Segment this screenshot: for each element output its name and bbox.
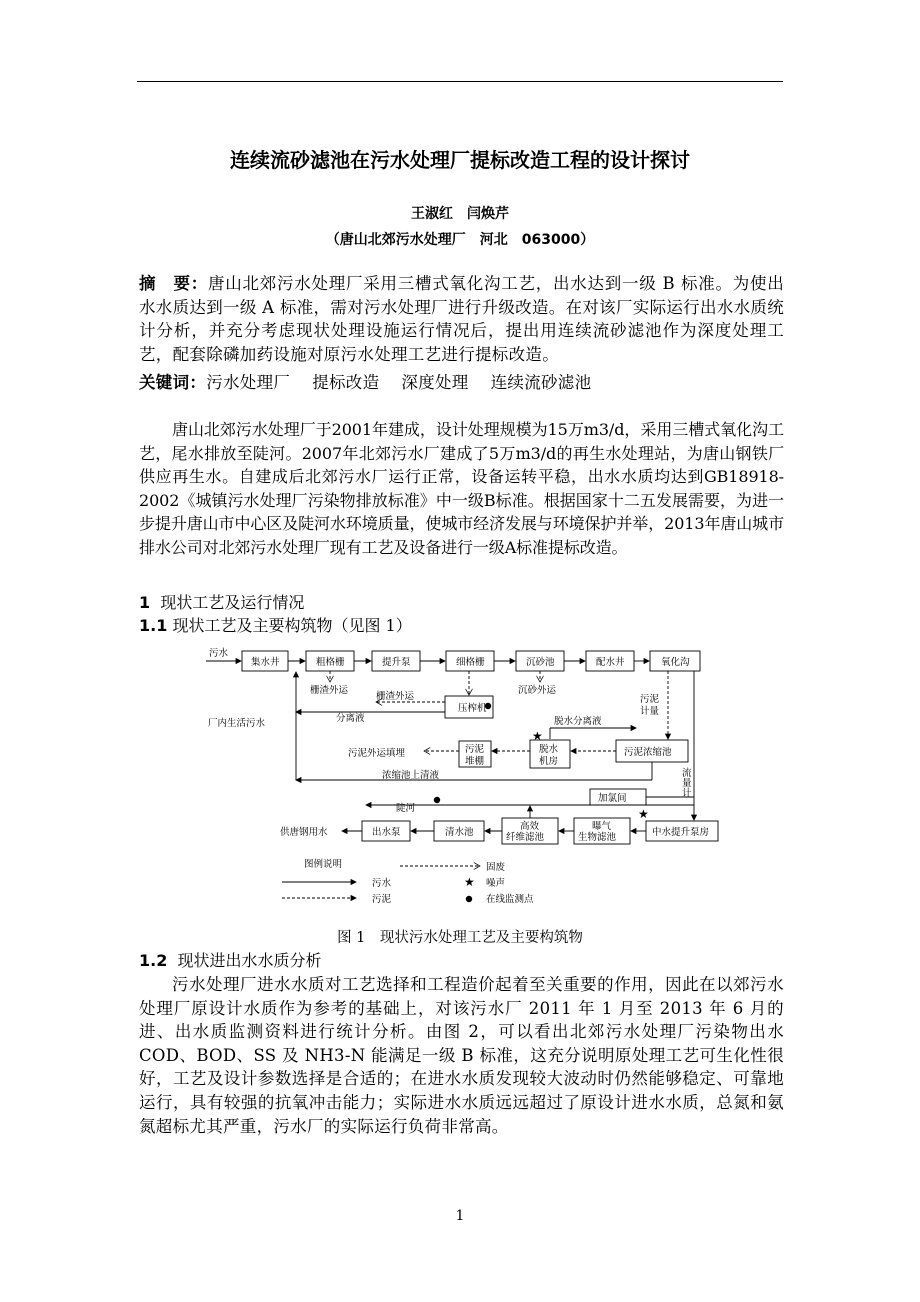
noise-star: ★ [532, 729, 543, 743]
section-1-2-paragraph: 污水处理厂进水水质对工艺选择和工程造价起着至关重要的作用，因此在以郊污水处理厂原设计水质作为参考的基础上，对该污水厂 2011 年 1 月至 2013 年 6 月的进、出水质监测资料进行统计分析。由图 2，可以看出北郊污水处理厂污染物出水 COD、BOD、SS 及 NH3-N 能满足一级 B 标准，这充分说明原处理工艺可生化性很好，工艺及设计参数选择是合适的；在进水水质发现较大波动时仍然能够稳定、可靠地运行，具有较强的抗氧冲击能力；实际进水水质远远超过了原设计进水水质，总氮和氨氮超标尤其严重，污水厂的实际运行负荷非常高。 [139, 975, 784, 1136]
text-collect-well: 集水井 [251, 657, 280, 668]
label-sludge-meter-1: 污泥 [640, 694, 660, 705]
section-number: 1.1 [139, 616, 168, 635]
label-douhe: 陡河 [396, 803, 416, 814]
legend-sludge: 污泥 [372, 894, 392, 905]
text-thickener: 污泥浓缩池 [624, 747, 672, 758]
label-sludge-landfill: 污泥外运填埋 [348, 748, 406, 759]
legend-solid-waste: 固废 [486, 862, 506, 873]
label-thick-supernatant: 浓缩池上清液 [382, 770, 440, 781]
abstract-text: 唐山北郊污水处理厂采用三槽式氧化沟工艺，出水达到一级 B 标准。为使出水水质达到一级 A 标准，需对污水处理厂进行升级改造。在对该厂实际运行出水水质统计分析，并充分考虑现状处理设施运行情况后，提出用连续流砂滤池作为深度处理工艺，配套除磷加药设施对原污水处理工艺进行提标改造。 [139, 274, 784, 364]
intro-paragraph: 唐山北郊污水处理厂于2001年建成，设计处理规模为15万m3/d，采用三槽式氧化沟工艺，尾水排放至陡河。2007年北郊污水厂建成了5万m3/d的再生水处理站，为唐山钢铁厂供应再生水。自建成后北郊污水厂运行正常，设备运转平稳，出水水质均达到GB18918-2002《城镇污水处理厂污染物排放标准》中一级B标准。根据国家十二五发展需要，为进一步提升唐山市中心区及陡河水环境质量，使城市经济发展与环境保护并举，2013年唐山城市排水公司对北郊污水处理厂现有工艺及设备进行一级A标准提标改造。 [139, 420, 784, 557]
text-baf-1: 曝气 [592, 821, 612, 832]
section-title: 现状进出水水质分析 [177, 951, 322, 970]
label-screen-out-2: 栅渣外运 [376, 691, 415, 702]
label-steel-supply: 供唐钢用水 [280, 827, 328, 838]
keywords [139, 371, 784, 395]
text-shed-2: 堆棚 [465, 756, 485, 767]
abstract [139, 272, 784, 366]
label-flow-meter-1: 流 [682, 768, 692, 779]
keyword: 提标改造 [312, 373, 380, 392]
text-press: 压榨机 [458, 703, 487, 714]
noise-star: ★ [638, 807, 649, 821]
section-number: 1.2 [139, 951, 168, 970]
legend-noise: 噪声 [486, 878, 506, 889]
section-number: 1 [139, 593, 151, 612]
text-dist-well: 配水井 [596, 657, 625, 668]
label-separation-liquid: 分离液 [336, 713, 365, 724]
keyword: 连续流砂滤池 [490, 373, 592, 392]
legend-star: ★ [464, 875, 475, 889]
text-mid-pump: 中水提升泵房 [652, 827, 710, 838]
label-plant-sewage: 厂内生活污水 [208, 718, 266, 729]
text-clear-tank: 清水池 [445, 827, 474, 838]
section-1-1-heading [139, 613, 412, 636]
label-dewater-sep: 脱水分离液 [554, 716, 602, 727]
text-lift-pump: 提升泵 [382, 657, 411, 668]
text-out-pump: 出水泵 [372, 827, 401, 838]
figure-caption: 图 1 现状污水处理工艺及主要构筑物 [337, 930, 583, 946]
text-oxidation-ditch: 氧化沟 [661, 657, 690, 668]
paper-title: 连续流砂滤池在污水处理厂提标改造工程的设计探讨 [230, 148, 690, 172]
label-flow-meter-2: 量 [682, 778, 692, 789]
text-fine-screen: 细格栅 [456, 657, 485, 668]
page-number: 1 [455, 1208, 465, 1224]
label-screen-out: 栅渣外运 [310, 685, 349, 696]
legend-sewage: 污水 [372, 878, 392, 889]
legend-dot [466, 896, 472, 902]
monitor-dot [434, 797, 440, 803]
text-shed-1: 污泥 [465, 744, 485, 755]
legend-monitor: 在线监测点 [486, 894, 534, 905]
section-1-heading [139, 590, 304, 613]
text-grit: 沉砂池 [526, 657, 555, 668]
legend-title: 图例说明 [304, 859, 343, 870]
text-baf-2: 生物滤池 [578, 832, 617, 843]
section-title: 现状工艺及运行情况 [160, 593, 305, 612]
section-title: 现状工艺及主要构筑物（见图 1） [172, 616, 412, 635]
label-flow-meter-3: 计 [682, 788, 692, 799]
text-hef-2: 纤维滤池 [506, 832, 545, 843]
label-inflow: 污水 [209, 648, 229, 659]
process-flow-diagram [196, 640, 726, 912]
keyword: 深度处理 [401, 373, 469, 392]
text-hef-1: 高效 [520, 821, 540, 832]
label-sludge-meter-2: 计量 [640, 706, 660, 717]
keywords-label: 关键词： [139, 373, 207, 392]
text-coarse-screen: 粗格栅 [316, 657, 345, 668]
authors: 王淑红 闫焕芹 [411, 206, 509, 222]
header-rule [137, 81, 783, 82]
affiliation: （唐山北郊污水处理厂 河北 063000） [325, 232, 595, 248]
section-1-2-heading [139, 948, 322, 971]
text-dewater-2: 机房 [539, 756, 559, 767]
keyword: 污水处理厂 [206, 373, 291, 392]
abstract-label: 摘 要： [139, 274, 209, 293]
label-grit-out: 沉砂外运 [518, 685, 557, 696]
text-dewater-1: 脱水 [539, 744, 559, 755]
text-chlorine: 加氯间 [598, 793, 627, 804]
